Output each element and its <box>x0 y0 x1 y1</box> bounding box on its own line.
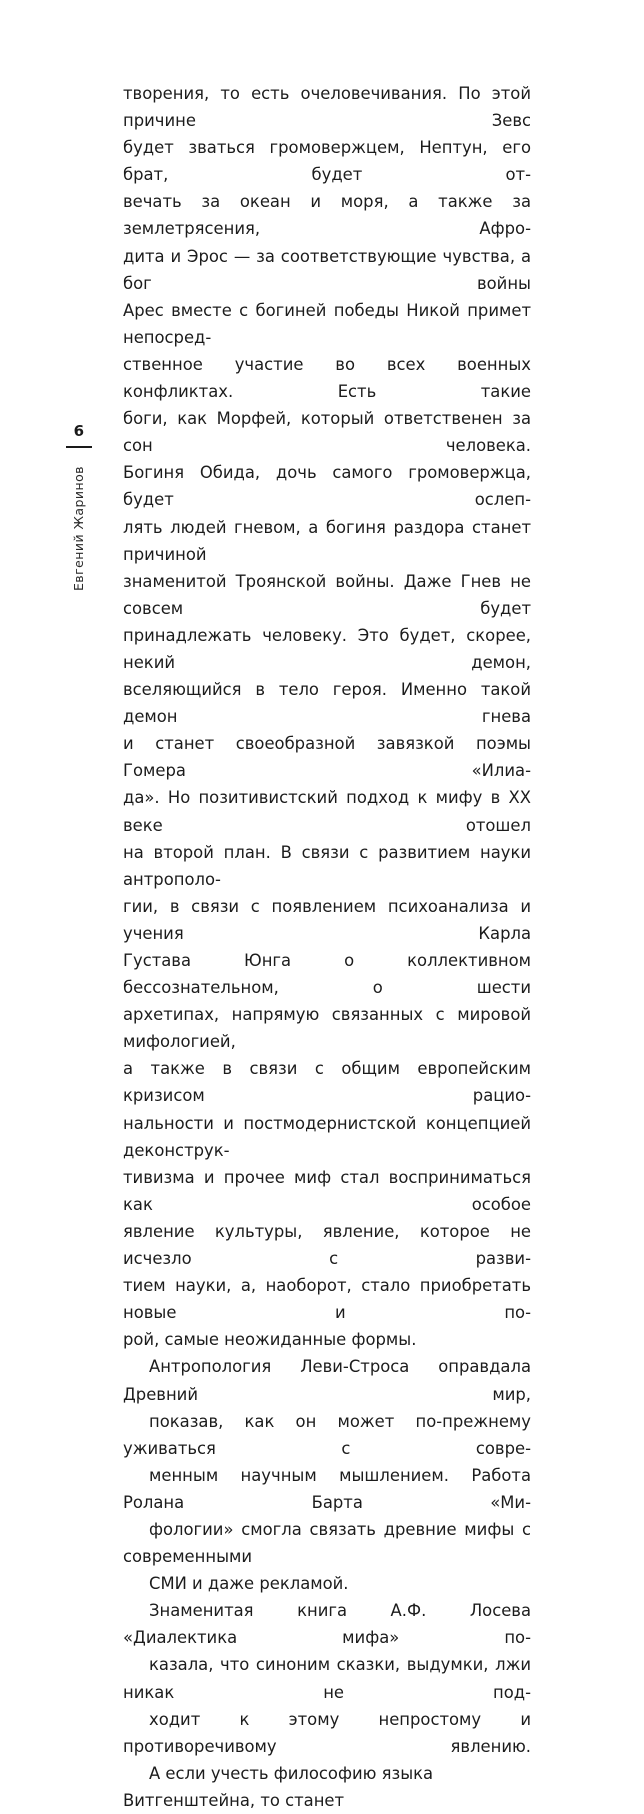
body-text-line: тивизма и прочее миф стал восприниматься как особое <box>123 1167 537 1214</box>
body-text-line: рой, самые неожиданные формы. <box>123 1330 417 1350</box>
body-text-line: Знаменитая книга А.Ф. Лосева «Диалектика мифа» по- <box>123 1601 537 1648</box>
body-text-line: вселяющийся в тело героя. Именно такой демон гнева <box>123 680 537 727</box>
body-text-line: менным научным мышлением. Работа Ролана Барта «Ми- <box>123 1465 537 1512</box>
body-text-line: Густава Юнга о коллективном бессознательном, о шести <box>123 951 537 998</box>
body-text-line: Антропология Леви-Строса оправдала Древний мир, <box>123 1357 537 1404</box>
body-text-line: Арес вместе с богиней победы Никой примет непосред- <box>123 300 537 347</box>
body-text-line: а также в связи с общим европейским кризисом рацио- <box>123 1059 537 1106</box>
body-text-line: и станет своеобразной завязкой поэмы Гомера «Илиа- <box>123 734 537 781</box>
body-text-line: боги, как Морфей, который ответственен за сон человека. <box>123 409 537 456</box>
body-text-line: знаменитой Троянской войны. Даже Гнев не совсем будет <box>123 571 537 618</box>
body-text-line: вечать за океан и моря, а также за землетрясения, Афро- <box>123 192 537 239</box>
body-text-line: нальности и постмодернистской концепцией деконструк- <box>123 1113 537 1160</box>
body-text-line: лять людей гневом, а богиня раздора станет причиной <box>123 517 537 564</box>
body-text-line: дита и Эрос — за соответствующие чувства, а бог войны <box>123 246 537 293</box>
body-text-line: принадлежать человеку. Это будет, скорее, некий демон, <box>123 625 537 672</box>
body-text-line: да». Но позитивистский подход к мифу в XX веке отошел <box>123 788 537 835</box>
body-text-line: фологии» смогла связать древние мифы с современными <box>123 1519 537 1567</box>
body-text-column <box>123 80 537 1814</box>
body-text-line: гии, в связи с появлением психоанализа и учения Карла <box>123 896 537 943</box>
body-text-line: архетипах, напрямую связанных с мировой мифологией, <box>123 1005 537 1052</box>
body-paragraph <box>123 80 537 1353</box>
page-number-rule <box>66 446 92 448</box>
body-text-line: творения, то есть очеловечивания. По этой причине Зевс <box>123 84 537 131</box>
page-margin-block <box>62 424 96 591</box>
body-paragraph <box>123 1597 537 1814</box>
page-number: 6 <box>73 422 85 440</box>
body-text-line: на второй план. В связи с развитием науки антрополо- <box>123 842 537 889</box>
body-text-line: ходит к этому непростому и противоречивому явлению. <box>123 1709 537 1756</box>
body-text-line: СМИ и даже рекламой. <box>149 1574 349 1594</box>
body-text-line: будет зваться громовержцем, Нептун, его брат, будет от- <box>123 138 537 185</box>
body-text-line: явление культуры, явление, которое не исчезло с разви- <box>123 1221 537 1269</box>
body-text-line: ственное участие во всех военных конфликтах. Есть такие <box>123 354 537 402</box>
body-text-line: казала, что синоним сказки, выдумки, лжи никак не под- <box>123 1655 537 1702</box>
body-text-line: тием науки, а, наоборот, стало приобретать новые и по- <box>123 1276 537 1323</box>
body-text-line: А если учесть философию языка Витгенштейна, то станет <box>123 1763 439 1810</box>
running-header-author: Евгений Жаринов <box>70 466 86 592</box>
body-paragraph <box>123 1353 537 1597</box>
body-text-line: Богиня Обида, дочь самого громовержца, будет ослеп- <box>123 463 537 510</box>
body-text-line: показав, как он может по-прежнему уживаться с совре- <box>123 1411 537 1458</box>
